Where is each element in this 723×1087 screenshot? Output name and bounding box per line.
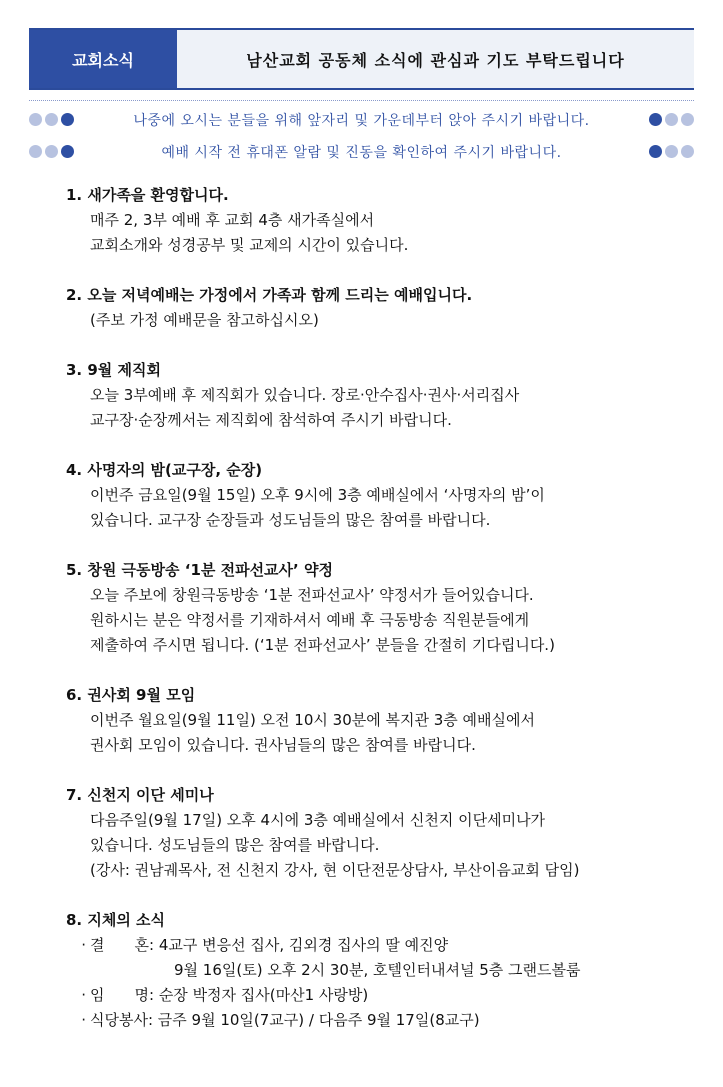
news-item-welcome xyxy=(66,183,686,258)
sub-label: 식당봉사: xyxy=(90,1011,154,1029)
sub-text: 4교구 변응선 집사, 김외경 집사의 딸 예진양 xyxy=(154,936,449,954)
sub-text: 순장 박정자 집사(마산1 사랑방) xyxy=(154,986,369,1004)
member-news-kitchen-service xyxy=(66,1008,686,1033)
item-line: 매주 2, 3부 예배 후 교회 4층 새가족실에서 xyxy=(90,211,375,229)
member-news-wedding-detail: 9월 16일(토) 오후 2시 30분, 호텔인터내셔널 5층 그랜드볼룸 xyxy=(174,961,581,979)
dots-decoration-right xyxy=(649,113,694,126)
news-item-member-news xyxy=(66,908,686,1033)
item-line: 오늘 주보에 창원극동방송 ‘1분 전파선교사’ 약정서가 들어있습니다. xyxy=(90,586,534,604)
news-item-broadcast-pledge xyxy=(66,558,686,658)
item-heading: 2. 오늘 저녁예배는 가정에서 가족과 함께 드리는 예배입니다. xyxy=(66,286,473,304)
item-line: 오늘 3부예배 후 제직회가 있습니다. 장로·안수집사·권사·서리집사 xyxy=(90,386,520,404)
notice-row xyxy=(29,140,694,164)
bullet: · xyxy=(81,936,86,954)
member-news-appointment xyxy=(66,983,686,1008)
dots-decoration-left xyxy=(29,113,74,126)
news-item-deaconess-meeting xyxy=(66,683,686,758)
item-line: (주보 가정 예배문을 참고하십시오) xyxy=(90,311,319,329)
header-bottom-rule xyxy=(29,88,694,90)
dots-decoration-right xyxy=(649,145,694,158)
sub-label: 임 명: xyxy=(90,986,155,1004)
item-line: 제출하여 주시면 됩니다. (‘1분 전파선교사’ 분들을 간절히 기다립니다.) xyxy=(90,636,555,654)
section-tag: 교회소식 xyxy=(29,30,177,88)
item-line: 다음주일(9월 17일) 오후 4시에 3층 예배실에서 신천지 이단세미나가 xyxy=(90,811,546,829)
bullet: · xyxy=(81,986,86,1004)
section-title: 남산교회 공동체 소식에 관심과 기도 부탁드립니다 xyxy=(177,30,694,88)
notice-row xyxy=(29,108,694,132)
item-line: 권사회 모임이 있습니다. 권사님들의 많은 참여를 바랍니다. xyxy=(90,736,476,754)
item-heading: 4. 사명자의 밤(교구장, 순장) xyxy=(66,461,263,479)
item-line: 이번주 월요일(9월 11일) 오전 10시 30분에 복지관 3층 예배실에서 xyxy=(90,711,535,729)
bullet: · xyxy=(81,1011,86,1029)
item-line: 있습니다. 성도님들의 많은 참여를 바랍니다. xyxy=(90,836,380,854)
sub-text: 금주 9월 10일(7교구) / 다음주 9월 17일(8교구) xyxy=(153,1011,480,1029)
item-heading: 7. 신천지 이단 세미나 xyxy=(66,786,214,804)
section-header xyxy=(29,28,694,90)
item-line: 원하시는 분은 약정서를 기재하셔서 예배 후 극동방송 직원분들에게 xyxy=(90,611,530,629)
item-line: (강사: 권남궤목사, 전 신천지 강사, 현 이단전문상담사, 부산이음교회 담임) xyxy=(90,861,580,879)
item-line: 교구장·순장께서는 제직회에 참석하여 주시기 바랍니다. xyxy=(90,411,452,429)
item-line: 교회소개와 성경공부 및 교제의 시간이 있습니다. xyxy=(90,236,409,254)
notice-divider xyxy=(29,100,694,101)
item-line: 이번주 금요일(9월 15일) 오후 9시에 3층 예배실에서 ‘사명자의 밤’이 xyxy=(90,486,545,504)
notice-text: 예배 시작 전 휴대폰 알람 및 진동을 확인하여 주시기 바랍니다. xyxy=(161,145,562,161)
news-item-evening-worship xyxy=(66,283,686,333)
item-heading: 8. 지체의 소식 xyxy=(66,911,166,929)
item-heading: 6. 권사회 9월 모임 xyxy=(66,686,196,704)
news-item-seminar xyxy=(66,783,686,883)
sub-label: 결 혼: xyxy=(90,936,155,954)
dots-decoration-left xyxy=(29,145,74,158)
item-heading: 5. 창원 극동방송 ‘1분 전파선교사’ 약정 xyxy=(66,561,333,579)
news-item-deacon-meeting xyxy=(66,358,686,433)
item-heading: 3. 9월 제직회 xyxy=(66,361,161,379)
item-heading: 1. 새가족을 환영합니다. xyxy=(66,186,229,204)
member-news-wedding xyxy=(66,933,686,958)
notice-text: 나중에 오시는 분들을 위해 앞자리 및 가운데부터 앉아 주시기 바랍니다. xyxy=(133,113,590,129)
news-item-mission-night xyxy=(66,458,686,533)
item-line: 있습니다. 교구장 순장들과 성도님들의 많은 참여를 바랍니다. xyxy=(90,511,491,529)
